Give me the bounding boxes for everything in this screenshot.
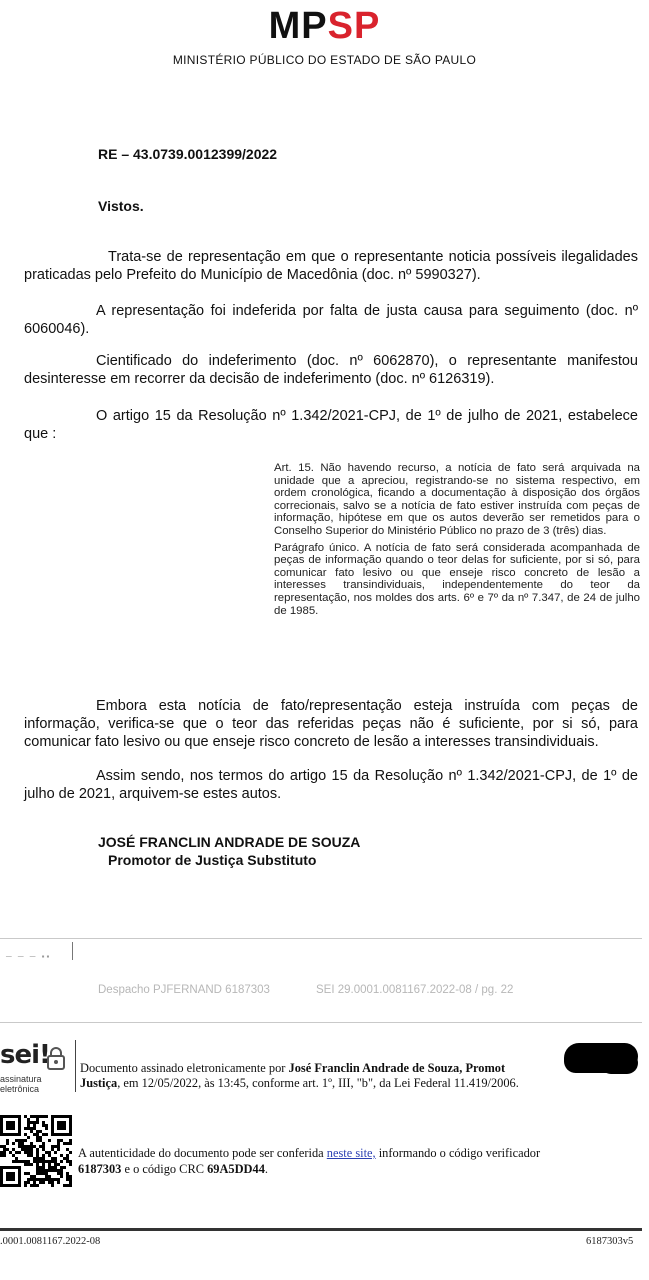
- paragraph-1: Trata-se de representação em que o representante noticia possíveis ilegalidades praticadas pelo Prefeito do Município de Macedônia (doc. nº 5990327).: [24, 249, 638, 283]
- footer-divider-2: [0, 1022, 642, 1023]
- signed-statement: Documento assinado eletronicamente por José Franclin Andrade de Souza, Promot Justiça, em 12/05/2022, às 13:45, conforme art. 1º, III, "b", da Lei Federal 11.419/2006.: [80, 1061, 519, 1090]
- paragraph-5: Embora esta notícia de fato/representação esteja instruída com peças de informação, verifica-se que o teor das referidas peças não é suficiente, por si só, para comunicar fato lesivo ou que enseje risco concreto de lesão a interesses transindividuais.: [24, 698, 638, 750]
- paragraph-4: O artigo 15 da Resolução nº 1.342/2021-CPJ, de 1º de julho de 2021, estabelece que :: [24, 408, 638, 442]
- signature-tick: [72, 942, 73, 960]
- paragraph-2: A representação foi indeferida por falta de justa causa para seguimento (doc. nº 6060046).: [24, 303, 638, 337]
- signer-name: JOSÉ FRANCLIN ANDRADE DE SOUZA: [98, 834, 361, 850]
- signed-name: José Franclin Andrade de Souza: [288, 1061, 460, 1075]
- sei-page-ref: SEI 29.0001.0081167.2022-08 / pg. 22: [316, 984, 514, 996]
- logo-mp: MP: [268, 5, 328, 47]
- legal-quote: [274, 462, 640, 617]
- document-version: 6187303v5: [586, 1236, 634, 1247]
- sei-logo-text: sei!: [0, 1040, 50, 1070]
- authenticity-statement: A autenticidade do documento pode ser conferida neste site, informando o código verificador 6187303 e o código CRC 69A5DD44.: [78, 1146, 541, 1176]
- sei-logo: [0, 1040, 74, 1100]
- footer-divider: [0, 938, 642, 939]
- signer-title: Promotor de Justiça Substituto: [108, 852, 317, 868]
- verifier-code: 6187303: [78, 1162, 122, 1176]
- logo-separator: [75, 1040, 76, 1092]
- sei-logo-subtitle: assinatura eletrônica: [0, 1074, 42, 1094]
- vistos-heading: Vistos.: [98, 198, 144, 214]
- paragraph-3: Cientificado do indeferimento (doc. nº 6062870), o representante manifestou desinteresse em recorrer da decisão de indeferimento (doc. nº 6126319).: [24, 353, 638, 387]
- process-number: RE – 43.0739.0012399/2022: [98, 146, 278, 162]
- qr-code-icon: [0, 1115, 72, 1187]
- redaction-mark-2: [600, 1052, 638, 1074]
- signature-mark: ─ ─ ─ ▪▪: [6, 952, 52, 961]
- verify-site-link[interactable]: neste site,: [326, 1146, 376, 1160]
- bottom-divider: [0, 1228, 642, 1231]
- mpsp-logo: [0, 4, 649, 48]
- paragraph-6: Assim sendo, nos termos do artigo 15 da Resolução nº 1.342/2021-CPJ, de 1º de julho de 2021, arquivem-se estes autos.: [24, 768, 638, 802]
- quote-paragrafo-unico: Parágrafo único. A notícia de fato será considerada acompanhada de peças de informação quando o teor delas for suficiente, por si só, para comunicar fato lesivo ou que enseje risco concreto de lesão a interesses transindividuais, independentemente do teor da representação, nos moldes dos arts. 6º e 7º da nº 7.347, de 24 de julho de 1985.: [274, 541, 640, 617]
- lock-icon: [46, 1046, 66, 1070]
- quote-article-15: Art. 15. Não havendo recurso, a notícia de fato será arquivada na unidade que a apreciou, registrando-se no sistema respectivo, em ordem cronológica, ficando a documentação à disposição dos órgãos correcionais, salvo se a notícia de fato estiver instruída com peças de informação, hipótese em que os autos deverão ser remetidos para o Conselho Superior do Ministério Público no prazo de 3 (três) dias.: [274, 462, 640, 537]
- process-ref-bottom: .0001.0081167.2022-08: [0, 1236, 101, 1247]
- logo-sp: SP: [327, 5, 381, 47]
- despacho-ref: Despacho PJFERNAND 6187303: [98, 984, 270, 996]
- crc-code: 69A5DD44: [207, 1162, 265, 1176]
- organization-name: MINISTÉRIO PÚBLICO DO ESTADO DE SÃO PAULO: [172, 53, 477, 67]
